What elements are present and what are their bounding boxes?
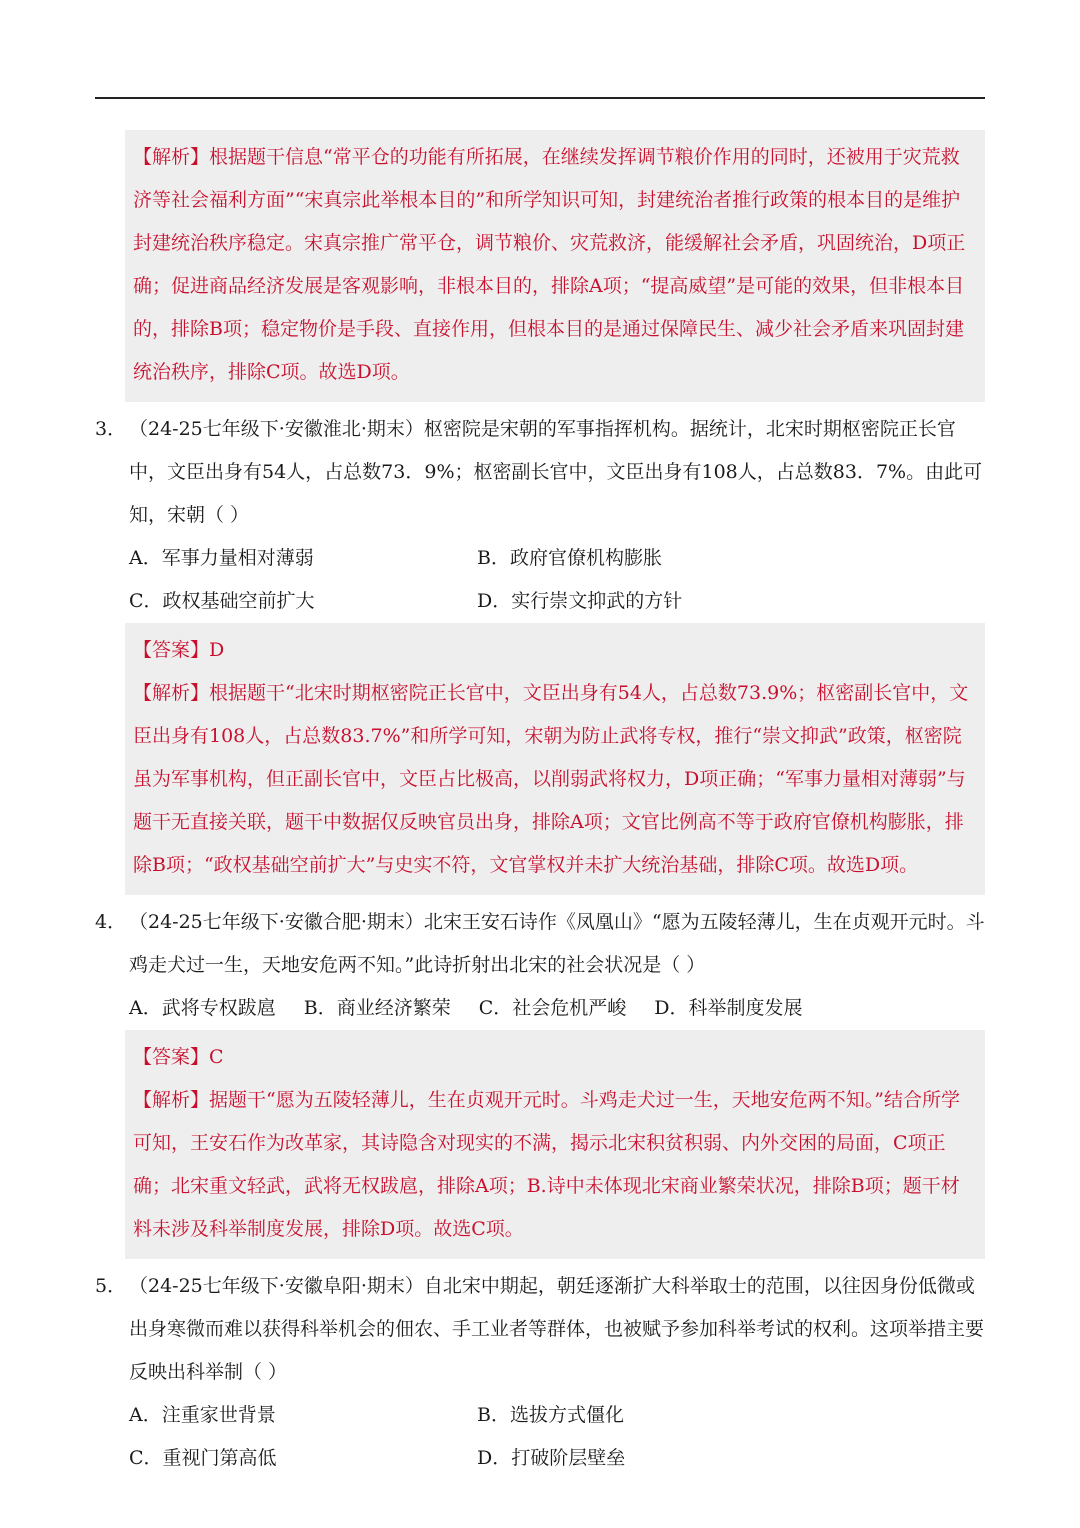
question-number: 3． xyxy=(95,418,127,440)
question-5 xyxy=(95,1265,985,1394)
q3-answer-box xyxy=(125,623,985,895)
option-b: B．商业经济繁荣 xyxy=(303,997,451,1019)
question-number: 5． xyxy=(95,1275,127,1297)
answer-line xyxy=(133,1036,977,1079)
q4-answer-box xyxy=(125,1030,985,1259)
option-d: D．科举制度发展 xyxy=(654,997,803,1019)
question-stem: （24-25七年级下·安徽阜阳·期末）自北宋中期起，朝廷逐渐扩大科举取士的范围，以往因身份低微或出身寒微而难以获得科举机会的佃农、手工业者等群体，也被赋予参加科举考试的权利。这项举措主要反映出科举制（ ） xyxy=(129,1275,985,1383)
option-d: D．实行崇文抑武的方针 xyxy=(477,590,683,612)
page-content xyxy=(95,130,985,1480)
question-4 xyxy=(95,901,985,987)
option-c: C．政权基础空前扩大 xyxy=(129,590,315,612)
option-c: C．重视门第高低 xyxy=(129,1447,277,1469)
question-stem: （24-25七年级下·安徽合肥·期末）北宋王安石诗作《凤凰山》“愿为五陵轻薄儿，生在贞观开元时。斗鸡走犬过一生，天地安危两不知。”此诗折射出北宋的社会状况是（ ） xyxy=(129,911,985,976)
option-b: B．选拔方式僵化 xyxy=(477,1404,624,1426)
analysis-tag: 【解析】 xyxy=(133,682,210,704)
question-stem: （24-25七年级下·安徽淮北·期末）枢密院是宋朝的军事指挥机构。据统计，北宋时期枢密院正长官中，文臣出身有54人，占总数73．9%；枢密副长官中，文臣出身有108人，占总数83．7%。由此可知，宋朝（ ） xyxy=(129,418,983,526)
option-d: D．打破阶层壁垒 xyxy=(477,1447,626,1469)
answer-tag: 【答案】 xyxy=(133,1046,210,1068)
q3-options xyxy=(95,537,985,623)
answer-value: C xyxy=(209,1046,224,1068)
analysis-text: 根据题干“北宋时期枢密院正长官中，文臣出身有54人，占总数73.9%；枢密副长官中，文臣出身有108人，占总数83.7%”和所学可知，宋朝为防止武将专权，推行“崇文抑武”政策，枢密院虽为军事机构，但正副长官中，文臣占比极高，以削弱武将权力，D项正确；“军事力量相对薄弱”与题干无直接关联，题干中数据仅反映官员出身，排除A项；文官比例高不等于政府官僚机构膨胀，排除B项；“政权基础空前扩大”与史实不符，文官掌权并未扩大统治基础，排除C项。故选D项。 xyxy=(133,682,969,876)
option-a: A．武将专权跋扈 xyxy=(129,997,276,1019)
header-rule xyxy=(95,97,985,99)
analysis-tag: 【解析】 xyxy=(133,146,210,168)
option-b: B．政府官僚机构膨胀 xyxy=(477,547,662,569)
answer-line xyxy=(133,629,977,672)
answer-value: D xyxy=(209,639,225,661)
q4-options xyxy=(95,987,985,1030)
question-number: 4． xyxy=(95,911,127,933)
analysis-text: 根据题干信息“常平仓的功能有所拓展，在继续发挥调节粮价作用的同时，还被用于灾荒救济等社会福利方面”“宋真宗此举根本目的”和所学知识可知，封建统治者推行政策的根本目的是维护封建统治秩序稳定。宋真宗推广常平仓，调节粮价、灾荒救济，能缓解社会矛盾，巩固统治，D项正确；促进商品经济发展是客观影响，非根本目的，排除A项；“提高威望”是可能的效果，但非根本目的，排除B项；稳定物价是手段、直接作用，但根本目的是通过保障民生、减少社会矛盾来巩固封建统治秩序，排除C项。故选D项。 xyxy=(133,146,966,383)
question-3 xyxy=(95,408,985,537)
q5-options xyxy=(95,1394,985,1480)
analysis-text: 据题干“愿为五陵轻薄儿，生在贞观开元时。斗鸡走犬过一生，天地安危两不知。”结合所学可知，王安石作为改革家，其诗隐含对现实的不满，揭示北宋积贫积弱、内外交困的局面，C项正确；北宋重文轻武，武将无权跋扈，排除A项；B.诗中未体现北宋商业繁荣状况，排除B项；题干材料未涉及科举制度发展，排除D项。故选C项。 xyxy=(133,1089,960,1240)
option-c: C．社会危机严峻 xyxy=(478,997,627,1019)
analysis-tag: 【解析】 xyxy=(133,1089,210,1111)
option-a: A．军事力量相对薄弱 xyxy=(129,547,314,569)
q2-analysis-box xyxy=(125,130,985,402)
answer-tag: 【答案】 xyxy=(133,639,210,661)
option-a: A．注重家世背景 xyxy=(129,1404,276,1426)
